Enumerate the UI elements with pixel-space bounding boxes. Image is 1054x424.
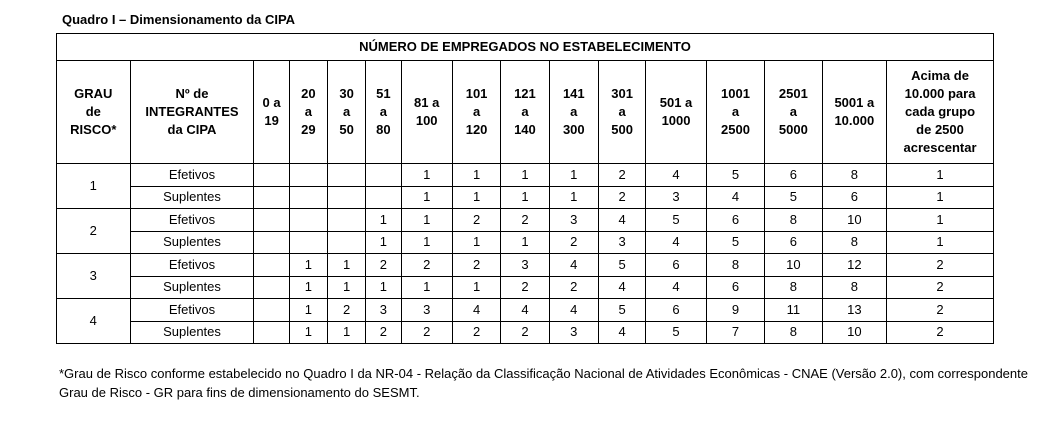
value-cell: [254, 186, 289, 209]
value-cell: 1: [289, 276, 327, 299]
value-cell: 2: [401, 321, 452, 344]
value-cell: 1: [401, 164, 452, 187]
value-cell: 1: [401, 231, 452, 254]
value-cell: 4: [501, 299, 549, 322]
value-cell: 5: [598, 254, 645, 277]
value-cell: 1: [289, 321, 327, 344]
value-cell: 2: [327, 299, 365, 322]
value-cell: 6: [765, 231, 822, 254]
range-header: 301 a 500: [598, 61, 645, 164]
member-type-cell: Suplentes: [130, 321, 254, 344]
member-type-cell: Suplentes: [130, 186, 254, 209]
value-cell: 9: [706, 299, 764, 322]
value-cell: 7: [706, 321, 764, 344]
value-cell: [254, 209, 289, 232]
value-cell: [366, 186, 401, 209]
value-cell: 2: [501, 209, 549, 232]
member-type-cell: Efetivos: [130, 209, 254, 232]
risk-grade-cell: 2: [57, 209, 131, 254]
value-cell: 5: [646, 321, 706, 344]
value-cell: 4: [646, 276, 706, 299]
value-cell: [327, 164, 365, 187]
risk-grade-cell: 4: [57, 299, 131, 344]
value-cell: [327, 209, 365, 232]
range-header: 20 a 29: [289, 61, 327, 164]
value-cell: 3: [598, 231, 645, 254]
value-cell: 6: [822, 186, 886, 209]
value-cell: 1: [501, 231, 549, 254]
value-cell: 5: [706, 164, 764, 187]
value-cell: 4: [549, 254, 598, 277]
value-cell: [327, 186, 365, 209]
member-type-cell: Suplentes: [130, 231, 254, 254]
value-cell: 4: [646, 164, 706, 187]
table-row: [57, 231, 994, 254]
value-cell: 3: [501, 254, 549, 277]
value-cell: 8: [822, 164, 886, 187]
value-cell: 4: [598, 276, 645, 299]
value-cell: 2: [452, 321, 500, 344]
value-cell: 1: [327, 276, 365, 299]
range-header: 30 a 50: [327, 61, 365, 164]
value-cell: 1: [452, 186, 500, 209]
value-cell: 1: [366, 276, 401, 299]
range-header: 2501 a 5000: [765, 61, 822, 164]
value-cell: 8: [765, 209, 822, 232]
value-cell: 10: [765, 254, 822, 277]
value-cell: 1: [366, 209, 401, 232]
value-cell: 1: [501, 164, 549, 187]
value-cell: 4: [646, 231, 706, 254]
range-header: 141 a 300: [549, 61, 598, 164]
cipa-sizing-table: [56, 33, 994, 344]
footnote: *Grau de Risco conforme estabelecido no Quadro I da NR-04 - Relação da Classificação Nacional de Atividades Econômicas - CNAE (Versão 2.0), com correspondente Grau de Risco - GR para fins de dimensionamento do SESMT.: [59, 366, 1028, 400]
value-cell: 1: [366, 231, 401, 254]
range-header: 101 a 120: [452, 61, 500, 164]
value-cell: 2: [452, 209, 500, 232]
value-cell: 1: [549, 164, 598, 187]
value-cell: 4: [706, 186, 764, 209]
risk-grade-cell: 3: [57, 254, 131, 299]
value-cell: 8: [706, 254, 764, 277]
value-cell: 5: [598, 299, 645, 322]
value-cell: 2: [501, 321, 549, 344]
value-cell: 4: [452, 299, 500, 322]
value-cell: 1: [452, 231, 500, 254]
table-row: [57, 276, 994, 299]
value-cell: 6: [706, 209, 764, 232]
value-cell: 1: [501, 186, 549, 209]
value-cell: 10: [822, 209, 886, 232]
value-cell: [254, 321, 289, 344]
value-cell: 6: [765, 164, 822, 187]
value-cell: 5: [706, 231, 764, 254]
value-cell: 1: [887, 164, 994, 187]
value-cell: 4: [598, 209, 645, 232]
value-cell: [327, 231, 365, 254]
value-cell: 2: [887, 254, 994, 277]
table-row: [57, 254, 994, 277]
range-header: 121 a 140: [501, 61, 549, 164]
table-row: [57, 299, 994, 322]
table-row: [57, 164, 994, 187]
value-cell: 6: [646, 299, 706, 322]
value-cell: 2: [887, 299, 994, 322]
member-type-cell: Efetivos: [130, 164, 254, 187]
value-cell: [289, 209, 327, 232]
value-cell: 1: [887, 209, 994, 232]
value-cell: [254, 231, 289, 254]
value-cell: 8: [822, 276, 886, 299]
range-header: 81 a 100: [401, 61, 452, 164]
value-cell: 5: [646, 209, 706, 232]
range-header: 5001 a 10.000: [822, 61, 886, 164]
value-cell: 1: [401, 276, 452, 299]
member-type-cell: Efetivos: [130, 254, 254, 277]
employees-count-header: NÚMERO DE EMPREGADOS NO ESTABELECIMENTO: [57, 34, 994, 61]
value-cell: 11: [765, 299, 822, 322]
value-cell: 1: [887, 186, 994, 209]
value-cell: 1: [327, 321, 365, 344]
value-cell: [289, 231, 327, 254]
range-header: Acima de 10.000 para cada grupo de 2500 acrescentar: [887, 61, 994, 164]
value-cell: [366, 164, 401, 187]
value-cell: 4: [549, 299, 598, 322]
value-cell: 2: [598, 186, 645, 209]
value-cell: 1: [549, 186, 598, 209]
value-cell: 1: [452, 164, 500, 187]
value-cell: 3: [401, 299, 452, 322]
member-type-cell: Suplentes: [130, 276, 254, 299]
value-cell: 3: [549, 209, 598, 232]
value-cell: 6: [646, 254, 706, 277]
document-title: Quadro I – Dimensionamento da CIPA: [62, 12, 296, 27]
value-cell: 2: [366, 254, 401, 277]
value-cell: 1: [887, 231, 994, 254]
value-cell: 2: [598, 164, 645, 187]
value-cell: [254, 276, 289, 299]
value-cell: [254, 299, 289, 322]
value-cell: [254, 164, 289, 187]
table-row: [57, 209, 994, 232]
value-cell: 3: [549, 321, 598, 344]
range-header: 51 a 80: [366, 61, 401, 164]
value-cell: 1: [289, 254, 327, 277]
value-cell: 2: [401, 254, 452, 277]
value-cell: 2: [887, 321, 994, 344]
range-header: 1001 a 2500: [706, 61, 764, 164]
member-type-cell: Efetivos: [130, 299, 254, 322]
value-cell: 1: [289, 299, 327, 322]
value-cell: 5: [765, 186, 822, 209]
value-cell: 2: [366, 321, 401, 344]
value-cell: 1: [327, 254, 365, 277]
value-cell: 2: [549, 231, 598, 254]
value-cell: 10: [822, 321, 886, 344]
value-cell: 2: [887, 276, 994, 299]
value-cell: 8: [765, 276, 822, 299]
value-cell: [254, 254, 289, 277]
value-cell: 4: [598, 321, 645, 344]
value-cell: 12: [822, 254, 886, 277]
table-row: [57, 186, 994, 209]
value-cell: 1: [401, 186, 452, 209]
value-cell: 3: [646, 186, 706, 209]
value-cell: 3: [366, 299, 401, 322]
risk-grade-cell: 1: [57, 164, 131, 209]
value-cell: [289, 164, 327, 187]
value-cell: [289, 186, 327, 209]
range-header: 501 a 1000: [646, 61, 706, 164]
value-cell: 6: [706, 276, 764, 299]
value-cell: 13: [822, 299, 886, 322]
value-cell: 1: [401, 209, 452, 232]
value-cell: 2: [452, 254, 500, 277]
table-row: [57, 321, 994, 344]
members-count-header: Nº de INTEGRANTES da CIPA: [130, 61, 254, 164]
value-cell: 2: [501, 276, 549, 299]
risk-grade-header: GRAU de RISCO*: [57, 61, 131, 164]
value-cell: 8: [765, 321, 822, 344]
value-cell: 8: [822, 231, 886, 254]
range-header: 0 a 19: [254, 61, 289, 164]
value-cell: 2: [549, 276, 598, 299]
value-cell: 1: [452, 276, 500, 299]
